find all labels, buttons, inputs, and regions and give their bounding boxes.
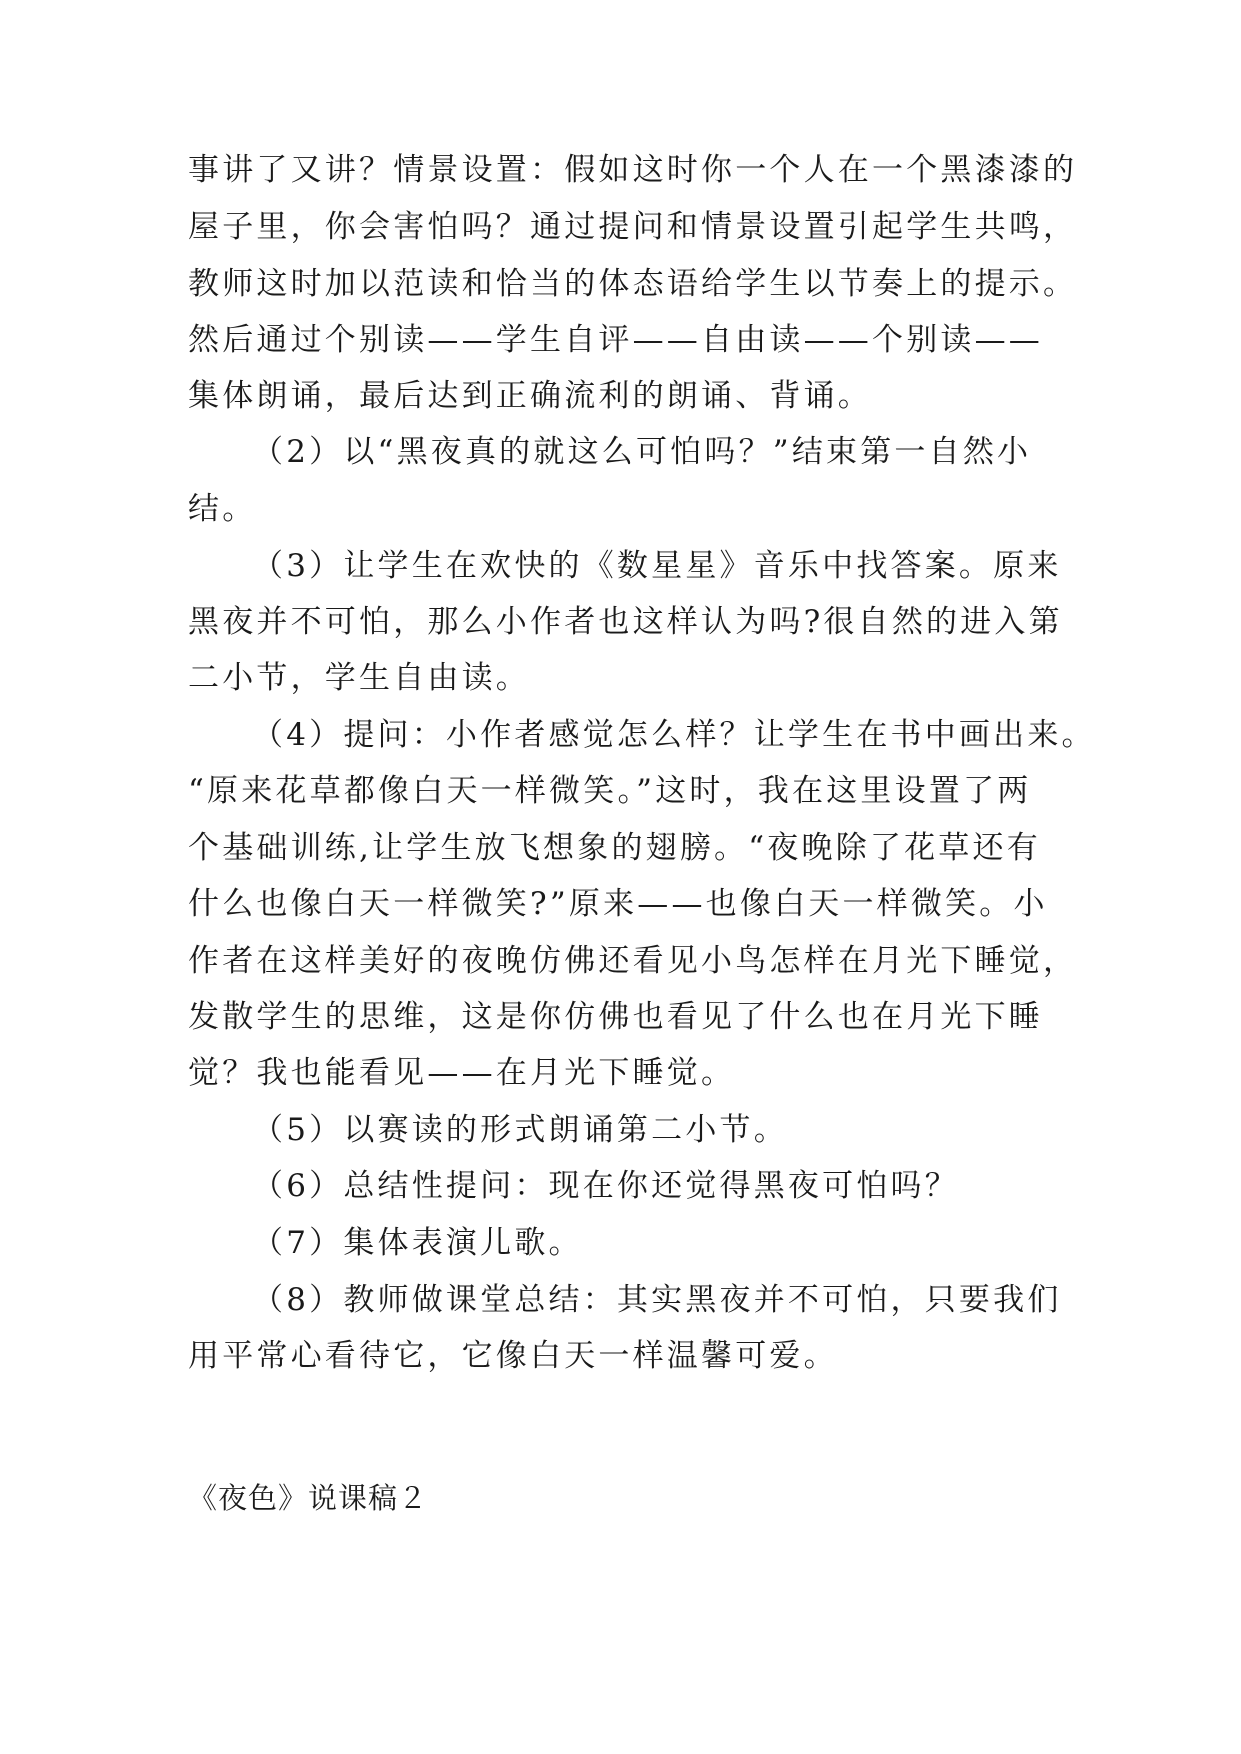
text-line: 事讲了又讲？情景设置：假如这时你一个人在一个黑漆漆的: [188, 152, 1078, 188]
text-line: 发散学生的思维，这是你仿佛也看见了什么也在月光下睡: [188, 999, 1043, 1035]
text-line: （5）以赛读的形式朗诵第二小节。: [252, 1112, 788, 1148]
text-line: （8）教师做课堂总结：其实黑夜并不可怕，只要我们: [252, 1282, 1062, 1318]
text-line: （3）让学生在欢快的《数星星》音乐中找答案。原来: [252, 548, 1062, 584]
text-line: 集体朗诵，最后达到正确流利的朗诵、背诵。: [188, 378, 872, 414]
text-line: 然后通过个别读——学生自评——自由读——个别读——: [188, 322, 1043, 358]
text-line: 屋子里，你会害怕吗？通过提问和情景设置引起学生共鸣，: [188, 209, 1078, 245]
text-line: 什么也像白天一样微笑?”原来——也像白天一样微笑。小: [188, 886, 1048, 922]
text-line: 个基础训练,让学生放飞想象的翅膀。“夜晚除了花草还有: [188, 830, 1041, 866]
text-line: 作者在这样美好的夜晚仿佛还看见小鸟怎样在月光下睡觉，: [188, 943, 1078, 979]
text-line: 二小节，学生自由读。: [188, 660, 530, 696]
text-line: 用平常心看待它，它像白天一样温馨可爱。: [188, 1338, 838, 1374]
text-line: 黑夜并不可怕，那么小作者也这样认为吗?很自然的进入第: [188, 604, 1063, 640]
section-title: 《夜色》说课稿２: [188, 1481, 429, 1515]
text-line: 觉？我也能看见——在月光下睡觉。: [188, 1055, 736, 1091]
text-line: （6）总结性提问：现在你还觉得黑夜可怕吗？: [252, 1168, 959, 1204]
text-line: （2）以“黑夜真的就这么可怕吗？”结束第一自然小: [252, 434, 1032, 470]
text-line: 教师这时加以范读和恰当的体态语给学生以节奏上的提示。: [188, 266, 1078, 302]
text-line: 结。: [188, 491, 257, 527]
text-line: （7）集体表演儿歌。: [252, 1225, 583, 1261]
text-line: “原来花草都像白天一样微笑。”这时，我在这里设置了两: [188, 773, 1032, 809]
text-line: （4）提问：小作者感觉怎么样？让学生在书中画出来。: [252, 717, 1096, 753]
